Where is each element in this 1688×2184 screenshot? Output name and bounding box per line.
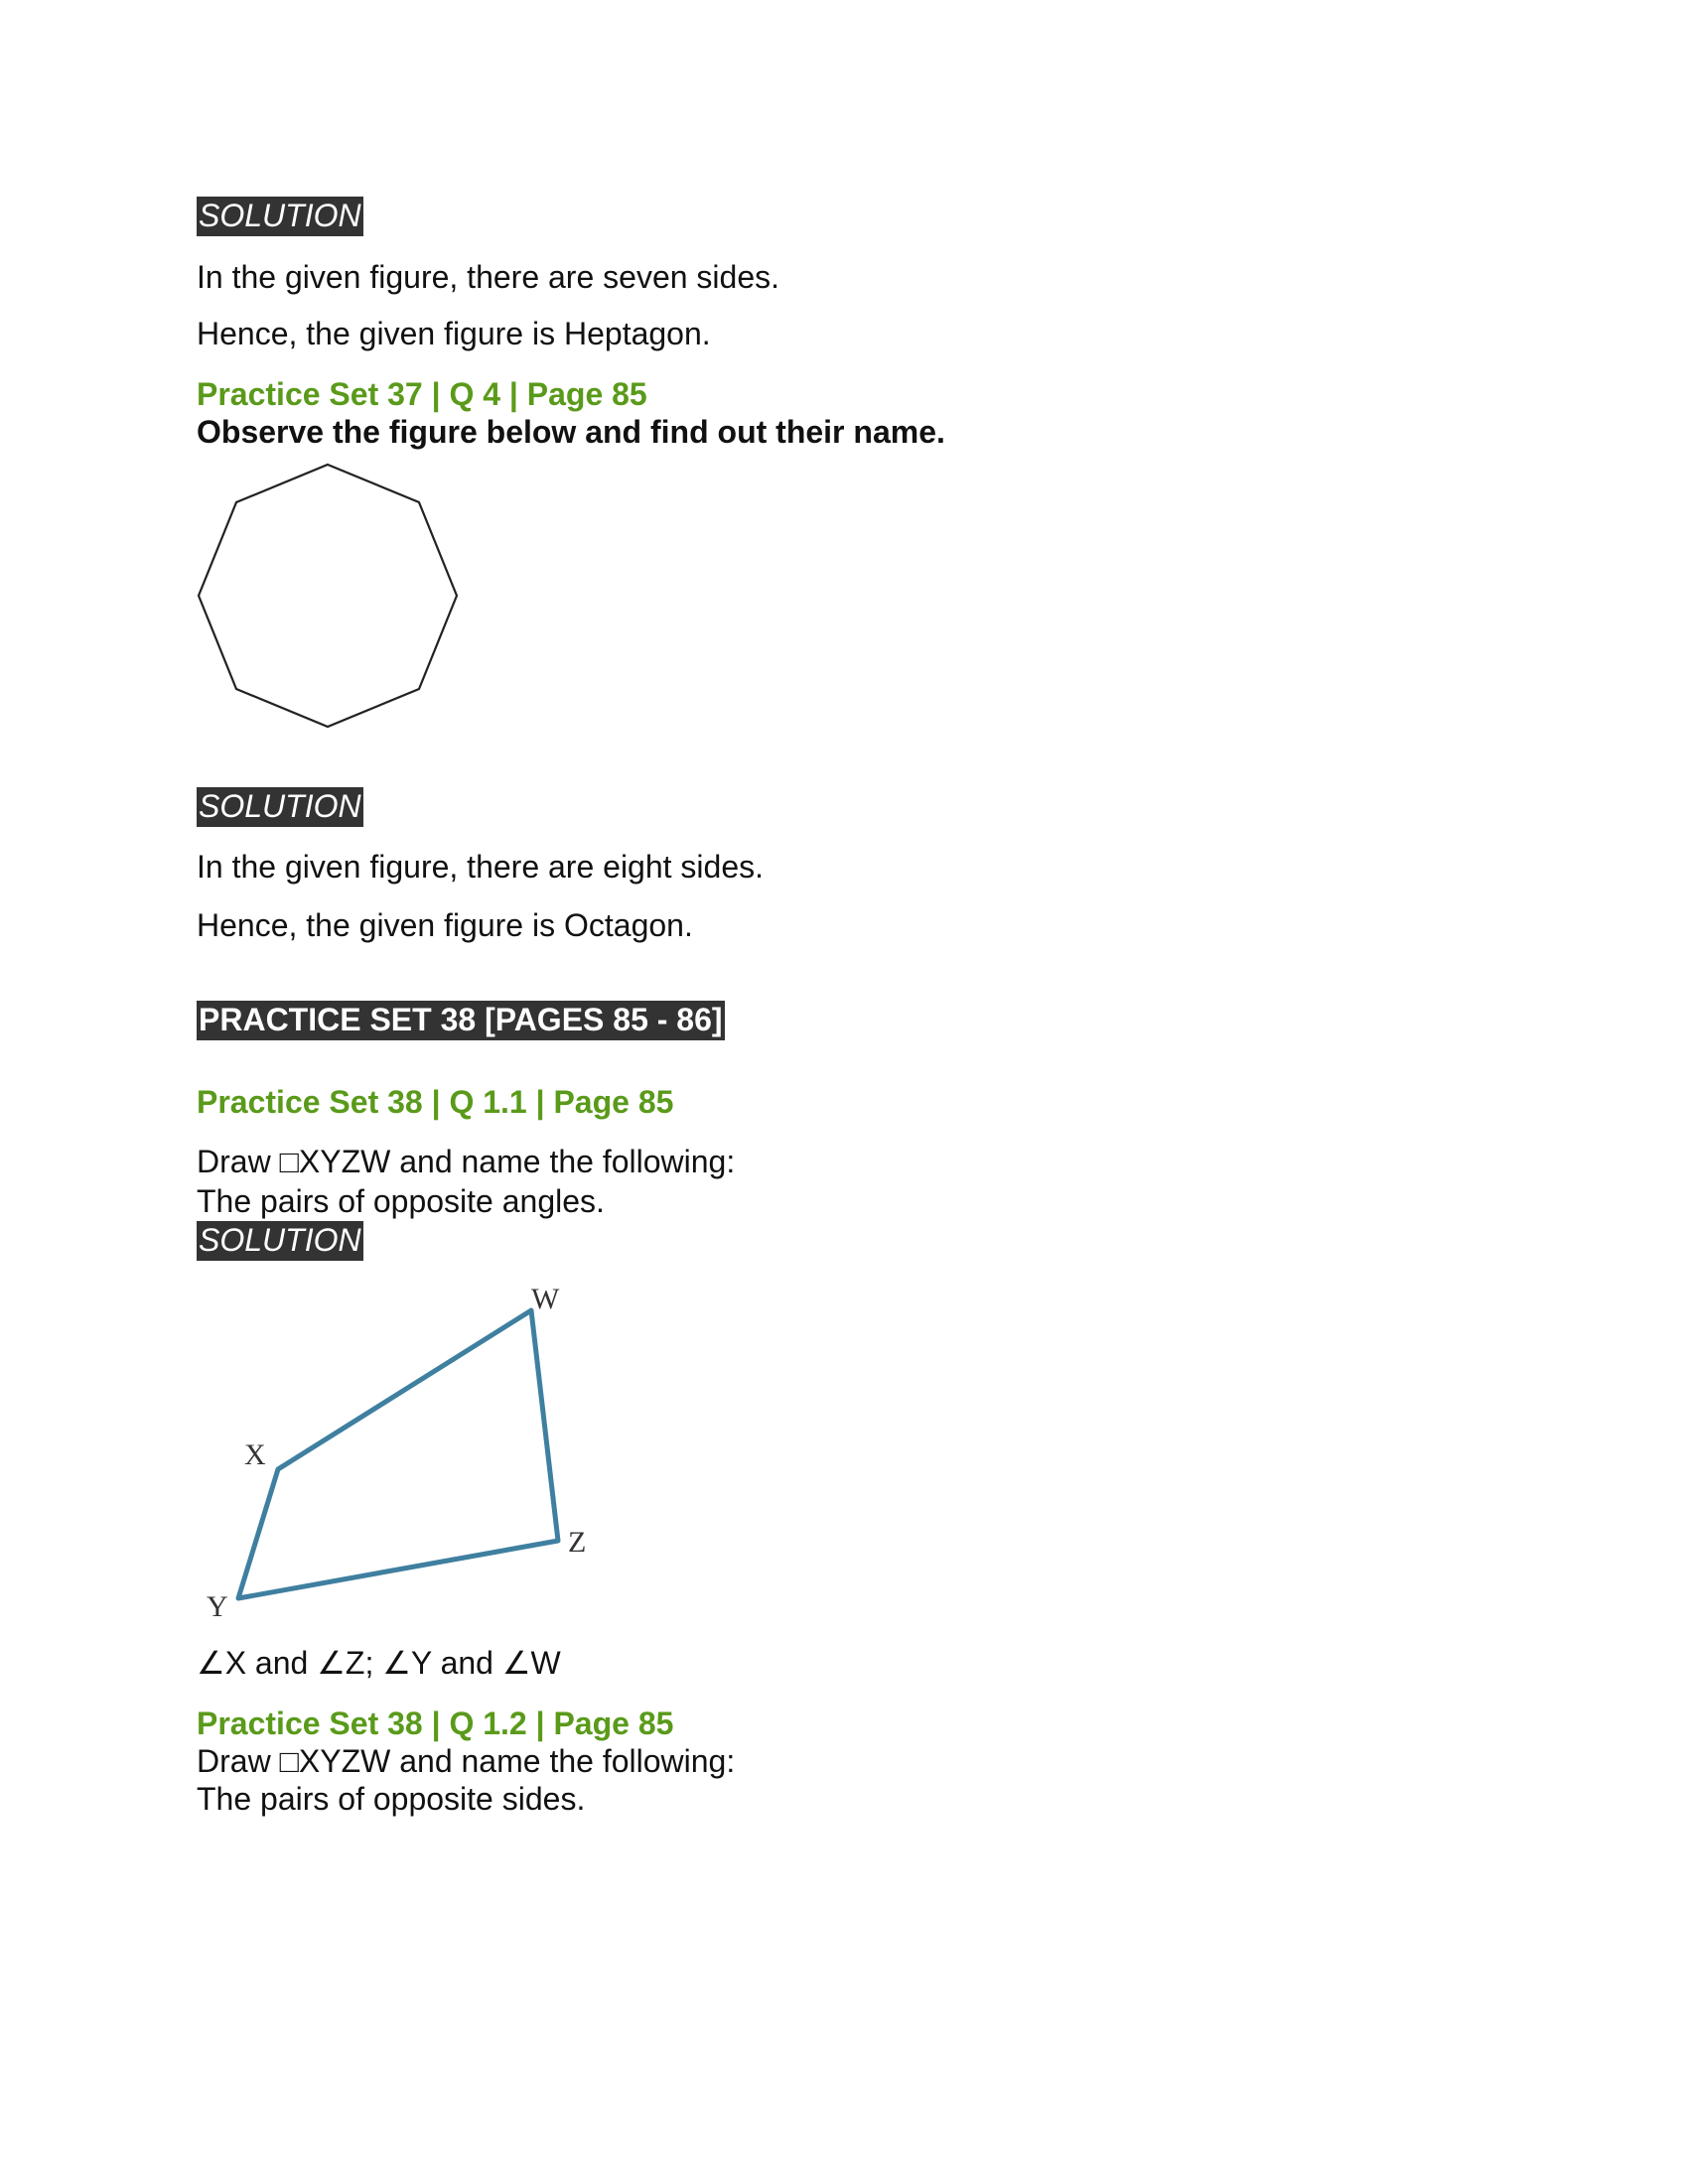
solution-text-line: Hence, the given figure is Octagon. <box>197 907 693 943</box>
solution-text-line: Hence, the given figure is Heptagon. <box>197 316 711 351</box>
question-text: The pairs of opposite sides. <box>197 1781 586 1817</box>
solution-label: SOLUTION <box>197 1221 363 1261</box>
question-heading: Practice Set 37 | Q 4 | Page 85 <box>197 376 647 412</box>
solution-answer: ∠X and ∠Z; ∠Y and ∠W <box>197 1645 561 1681</box>
question-text: The pairs of opposite angles. <box>197 1183 605 1219</box>
vertex-label-y: Y <box>207 1590 228 1623</box>
octagon-figure <box>189 457 477 735</box>
quadrilateral-shape <box>238 1310 558 1598</box>
octagon-shape <box>199 465 457 727</box>
solution-label: SOLUTION <box>197 197 363 236</box>
question-text: Draw □XYZW and name the following: <box>197 1144 736 1179</box>
question-text: Draw □XYZW and name the following: <box>197 1743 736 1779</box>
question-heading: Practice Set 38 | Q 1.1 | Page 85 <box>197 1084 674 1120</box>
question-text: Observe the figure below and find out their name. <box>197 414 945 450</box>
solution-text-line: In the given figure, there are seven sides. <box>197 259 780 295</box>
solution-text-line: In the given figure, there are eight sides. <box>197 849 765 885</box>
vertex-label-w: W <box>531 1283 560 1315</box>
vertex-label-x: X <box>244 1438 266 1471</box>
solution-label: SOLUTION <box>197 787 363 827</box>
question-heading: Practice Set 38 | Q 1.2 | Page 85 <box>197 1706 674 1741</box>
vertex-label-z: Z <box>568 1526 587 1559</box>
quadrilateral-figure <box>189 1271 626 1628</box>
practice-set-banner: PRACTICE SET 38 [PAGES 85 - 86] <box>197 1001 725 1040</box>
